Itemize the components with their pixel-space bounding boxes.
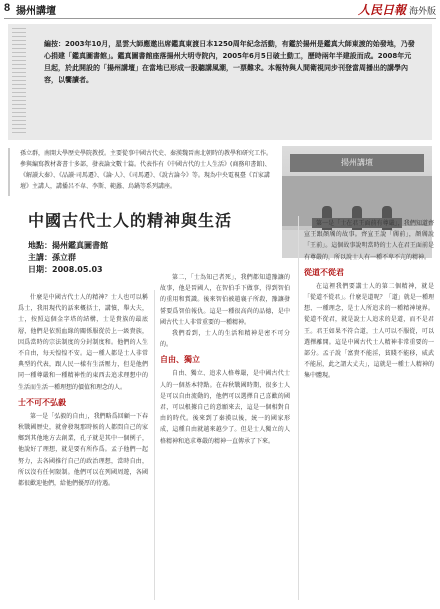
- article-column-1: [18, 292, 148, 489]
- photo-banner-text: 揚州講壇: [341, 158, 373, 167]
- paragraph: 第二，「士為知己者死」，我們都知道豫讓的故事，他是晉國人，在智伯手下做事，得到智伯的重用和賞識。後來智伯被趙襄子所殺，豫讓發誓要爲智伯報仇。這是一種很高尚的品德，是中國古代士人非常重要的一種精神。: [160, 274, 290, 326]
- column-name: 揚州講壇: [16, 6, 56, 17]
- speaker: 主講：孫立群: [28, 253, 76, 262]
- photo-banner: [290, 154, 424, 172]
- paragraph: 第一是「士在君王面前有尊嚴」，我們知道齊宣王跟顏斶的故事。齊宣王說「斶前」，顏斶說「王前」。這個故事說明當時的士人在君王面前是有尊嚴的，所以說士人有一種不卑不亢的精神。: [304, 220, 434, 261]
- paper-logo: 人民日報: [357, 3, 406, 17]
- section-heading: 士不可不弘毅: [18, 397, 66, 407]
- editor-note-box: [8, 24, 432, 140]
- page-header: [4, 2, 436, 19]
- editor-note-text: 編按：2003年10月，星雲大師應邀出席鑑真東渡日本1250周年紀念活動，有鑑於揚州是鑑真大師東渡的始發地，乃發心捐建「鑑真圖書館」。鑑真圖書館座落揚州大明寺院內，2005年6月5日破土動工，歷時兩年半建設而成。2008年元旦起，於此開設的「揚州講壇」在當地已形成一股聽講風潮，一票難求。本報特與人間衛視同步刊登當周播出的講學內容，以饗讀者。: [44, 40, 415, 84]
- paragraph: 自由、獨立、追求人格尊嚴，是中國古代士人的一個基本特點。在春秋戰國時期，很多士人是可以自由流動的，他們可以選擇自己喜歡的國君，可以根據自己的意願來去，這是一個相對自由的時代。後來到了秦漢以後，統一的國家形成，這種自由就越來越少了。但是士人獨立的人格精神和追求尊嚴的精神一直傳承了下來。: [160, 370, 290, 445]
- date: 日期：2008.05.03: [28, 265, 103, 274]
- paragraph: 什麼是中國古代士人的精神？士人也可以稱爲士，我用現代的話來概括士，講憤，舉大夫，士，按照這個金字塔的結構，士是貴族的最底層，他們是依照血緣的關係服從於上一級貴族，因爲當時的宗法制度的分封制度和。他們的人生不自由，每天惶惶不安。這一種人都是士人非常典型的代表，跟人民一樣有生活壓力，但是他們同一種尊嚴和一種精神性的東西去追求理想中的生活而生活一種理想的價值和理念的人。: [18, 294, 148, 391]
- column-divider: [154, 290, 155, 600]
- article-column-3: [304, 218, 434, 382]
- section-heading: 自由、獨立: [160, 355, 200, 365]
- page-number: 8: [4, 2, 11, 14]
- article-meta: [28, 240, 108, 276]
- venue: 地點：揚州鑑真圖書館: [28, 241, 108, 250]
- column-divider: [298, 216, 299, 600]
- section-heading: 從道不從君: [304, 267, 344, 277]
- paragraph: 我們看到，士人的生活和精神是密不可分的。: [160, 330, 290, 349]
- paragraph: 第一是「弘毅的自由」，我們略爲回顧一下春秋戰國歷史，就會發現那時候的人都問自己的家鄉到其他地方去創業，孔子就是其中一個例子，他說好了理想，就是要有所作爲。孟子他們一起努力，去各國推行自己的政治理想，當時自由，所以沒有任何限制。他們可以在列國周遊，各國都很歡迎他們，給他們優厚的待遇。: [18, 412, 148, 488]
- dot-pattern-decoration: [12, 28, 26, 136]
- article-column-2: [160, 272, 290, 447]
- article-title: 中國古代士人的精神與生活: [28, 211, 233, 230]
- edition-label: 海外版: [408, 6, 436, 16]
- speaker-profile: 孫立群，南開大學歷史學院教授。主要從事中國古代史、秦漢魏晉南北朝時的教學和研究工作。參與編寫教材著書十多部，發表論文數十篇。代表作有《中國古代的士人生活》(商務印書館)、《解讀大秦》、《品讀·司馬遷》、《論·人》、《司馬遷》、《說古論今》等。現為中央電視臺《百家講壇》主講人，講播呂不韋、李斯、範蠡、烏鍋等系列講座。: [8, 148, 276, 196]
- paragraph: 在這裡我們要講士人的第二個精神，就是「從道不從君」。什麼是道呢？「道」就是一種理想、一種理念，是士人所追求的一種精神境界。從道不從君，就是說士人追求的是道，而不是君王。君王如果不符合道，士人可以不服從，可以選擇離開。這是中國古代士人精神非常重要的一部分。孟子說「富貴不能淫，貧賤不能移，威武不能屈，此之謂大丈夫」，這就是一種士人精神的集中體現。: [304, 282, 434, 380]
